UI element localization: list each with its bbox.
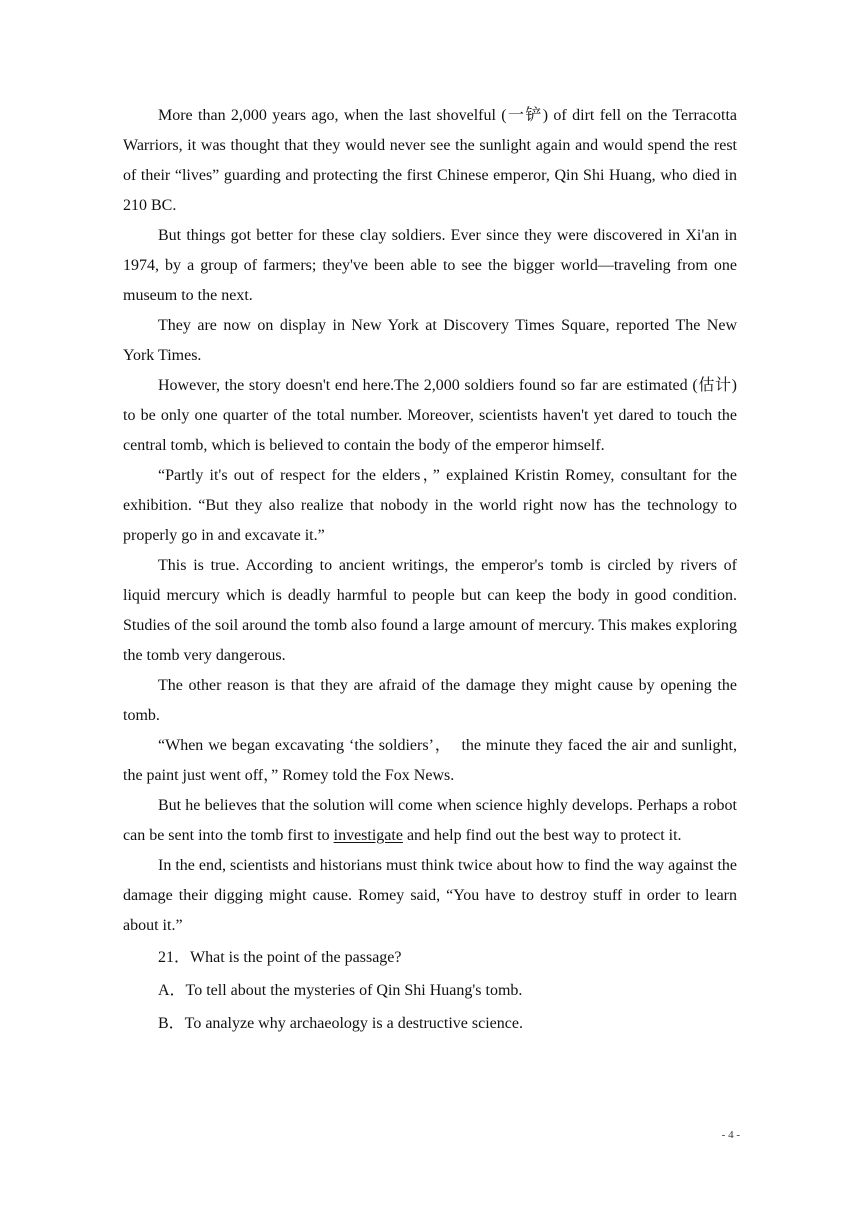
paragraph-10: In the end, scientists and historians must think twice about how to find the way against the damage their digging might cause. Romey said, “You have to destroy stuff in order to learn about it.” (123, 857, 738, 934)
paragraph-9-text-before: But he believes that the solution will come when science highly develops. Perhaps a robot can be sent into the tomb first to (123, 797, 737, 844)
question-21-option-a: A．To tell about the mysteries of Qin Shi Huang's tomb. (158, 982, 523, 999)
paragraph-3: They are now on display in New York at Discovery Times Square, reported The New York Times. (123, 317, 737, 364)
paragraph-5: “Partly it's out of respect for the elders，” explained Kristin Romey, consultant for the exhibition. “But they also realize that nobody in the world right now has the technology to properly go in and excavate it.” (123, 467, 737, 544)
paragraph-8-text: “When we began excavating ‘the soldiers’， the minute they faced the air and sunlight, the paint just went off，” Romey told the Fox News. (123, 737, 741, 784)
paragraph-6: This is true. According to ancient writings, the emperor's tomb is circled by rivers of liquid mercury which is deadly harmful to people but can keep the body in good condition. Studies of the soil around the tomb also found a large amount of mercury. This makes exploring the tomb very dangerous. (123, 557, 737, 664)
underlined-word-investigate: investigate (333, 827, 403, 844)
paragraph-1: More than 2,000 years ago, when the last shovelful (一铲) of dirt fell on the Terracotta Warriors, it was thought that they would never see the sunlight again and would spend the rest of their “lives” guarding and protecting the first Chinese emperor, Qin Shi Huang, who died in 210 BC. (123, 107, 737, 214)
question-21-stem: 21．What is the point of the passage? (158, 949, 402, 966)
paragraph-4: However, the story doesn't end here.The 2,000 soldiers found so far are estimated (估计) to be only one quarter of the total number. Moreover, scientists haven't yet dared to touch the central tomb, which is believed to contain the body of the emperor himself. (123, 377, 737, 454)
passage-body (123, 101, 741, 1040)
paragraph-9 (123, 791, 737, 851)
paragraph-7: The other reason is that they are afraid of the damage they might cause by opening the tomb. (123, 677, 737, 724)
paragraph-8 (123, 731, 741, 791)
page-number: - 4 - (721, 1129, 740, 1141)
paragraph-9-text-after: and help find out the best way to protect it. (402, 827, 682, 844)
paragraph-2: But things got better for these clay soldiers. Ever since they were discovered in Xi'an in 1974, by a group of farmers; they've been able to see the bigger world—traveling from one museum to the next. (123, 227, 737, 304)
question-21-option-b: B．To analyze why archaeology is a destructive science. (158, 1015, 523, 1032)
